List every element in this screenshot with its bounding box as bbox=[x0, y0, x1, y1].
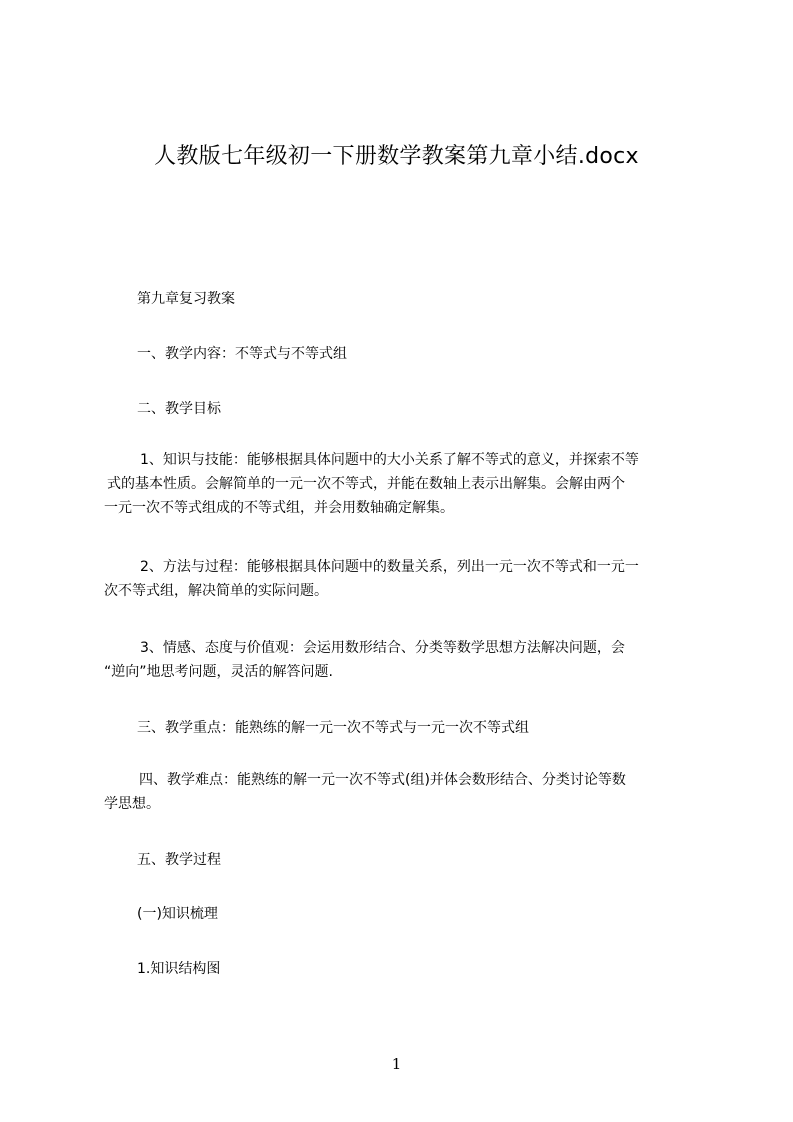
goal-knowledge-line-3: 一元一次不等式组成的不等式组，并会用数轴确定解集。 bbox=[104, 500, 454, 516]
difficulties-line-2: 学思想。 bbox=[104, 796, 160, 812]
goal-method-line-2: 次不等式组，解决简单的实际问题。 bbox=[104, 583, 328, 599]
goal-method-line-1: 2、方法与过程：能够根据具体问题中的数量关系，列出一元一次不等式和一元一 bbox=[140, 559, 639, 575]
section-teaching-content: 一、教学内容：不等式与不等式组 bbox=[137, 346, 347, 362]
goal-method-process bbox=[104, 555, 716, 603]
goal-emotion-attitude bbox=[104, 636, 716, 684]
section-difficulties bbox=[104, 768, 716, 816]
document-title: 人教版七年级初一下册数学教案第九章小结.docx bbox=[154, 144, 639, 169]
chapter-heading: 第九章复习教案 bbox=[137, 291, 235, 307]
goal-emotion-line-2: “逆向”地思考问题，灵活的解答问题. bbox=[104, 664, 333, 680]
page-number: 1 bbox=[391, 1055, 402, 1073]
goal-knowledge-skills bbox=[104, 448, 716, 520]
goal-knowledge-line-2: 式的基本性质。会解简单的一元一次不等式，并能在数轴上表示出解集。会解由两个 bbox=[107, 476, 625, 492]
section-teaching-process: 五、教学过程 bbox=[137, 852, 221, 868]
goal-emotion-line-1: 3、情感、态度与价值观：会运用数形结合、分类等数学思想方法解决问题，会 bbox=[140, 640, 625, 656]
difficulties-line-1: 四、教学难点：能熟练的解一元一次不等式(组)并体会数形结合、分类讨论等数 bbox=[139, 772, 626, 788]
section-teaching-goals: 二、教学目标 bbox=[137, 401, 221, 417]
item-knowledge-structure: 1.知识结构图 bbox=[137, 961, 221, 977]
goal-knowledge-line-1: 1、知识与技能：能够根据具体问题中的大小关系了解不等式的意义，并探索不等 bbox=[140, 452, 639, 468]
subsection-knowledge-review: (一)知识梳理 bbox=[137, 906, 218, 922]
section-key-points: 三、教学重点：能熟练的解一元一次不等式与一元一次不等式组 bbox=[137, 720, 529, 736]
